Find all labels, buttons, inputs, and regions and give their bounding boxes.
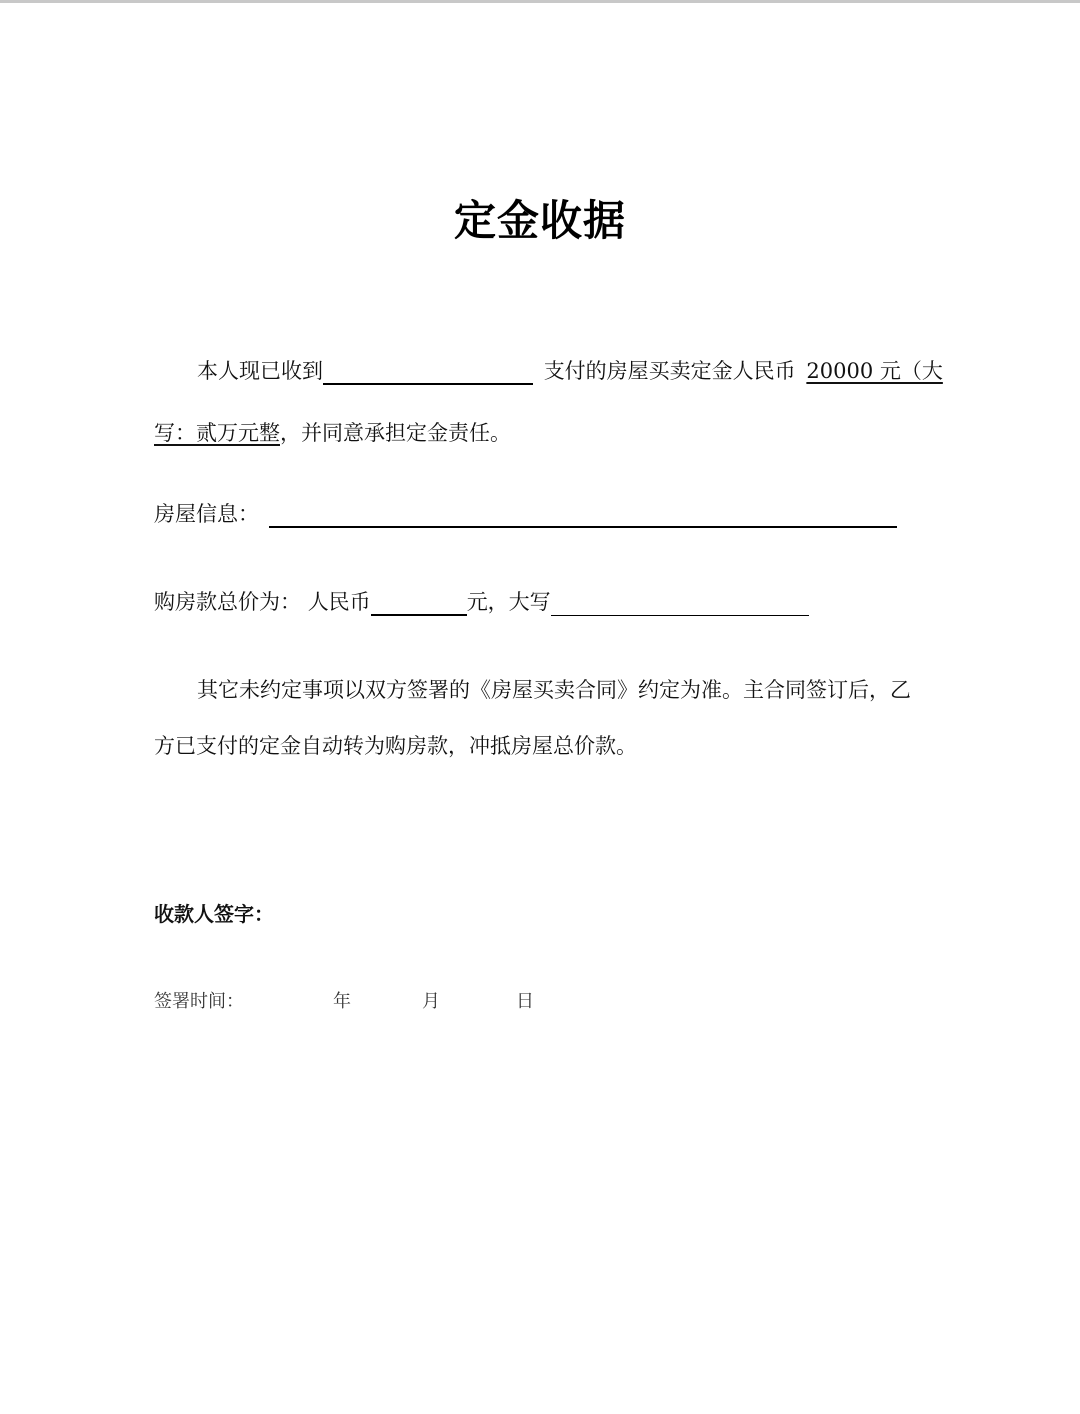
- deposit-amount: 20000 元（大: [806, 359, 943, 383]
- sign-date-year: 年: [333, 991, 351, 1012]
- deposit-amount-capital: 写：贰万元整: [154, 421, 280, 445]
- house-info-label: 房屋信息：: [154, 502, 259, 526]
- total-price-yuan-daxie: 元，大写: [466, 590, 551, 614]
- receipt-suffix: ，并同意承担定金责任。: [280, 421, 511, 445]
- total-price-row: [154, 588, 809, 616]
- sign-date-label: 签署时间：: [154, 991, 244, 1012]
- house-info-blank[interactable]: [269, 502, 897, 528]
- paragraph-2-line-1: 其它未约定事项以双方签署的《房屋买卖合同》约定为准。主合同签订后，乙: [197, 678, 911, 702]
- total-price-amount-blank[interactable]: [371, 590, 467, 616]
- payer-blank[interactable]: [323, 359, 533, 385]
- top-border: [0, 0, 1080, 3]
- sign-date-day: 日: [516, 991, 534, 1012]
- paragraph-2-line-2: 方已支付的定金自动转为购房款，冲抵房屋总价款。: [154, 734, 637, 758]
- total-price-capital-blank[interactable]: [551, 591, 809, 616]
- house-info-row: [154, 500, 897, 528]
- paragraph-1-line-1: [197, 357, 943, 385]
- page-title: 定金收据: [453, 196, 626, 245]
- total-price-label: 购房款总价为：: [154, 590, 301, 614]
- total-price-rmb: 人民币: [307, 590, 371, 614]
- payee-signature-label: 收款人签字：: [154, 902, 274, 926]
- sign-date-month: 月: [422, 991, 440, 1012]
- paragraph-1-line-2: [154, 419, 511, 447]
- receipt-middle: 支付的房屋买卖定金人民币: [543, 359, 796, 383]
- receipt-prefix: 本人现已收到: [197, 359, 323, 383]
